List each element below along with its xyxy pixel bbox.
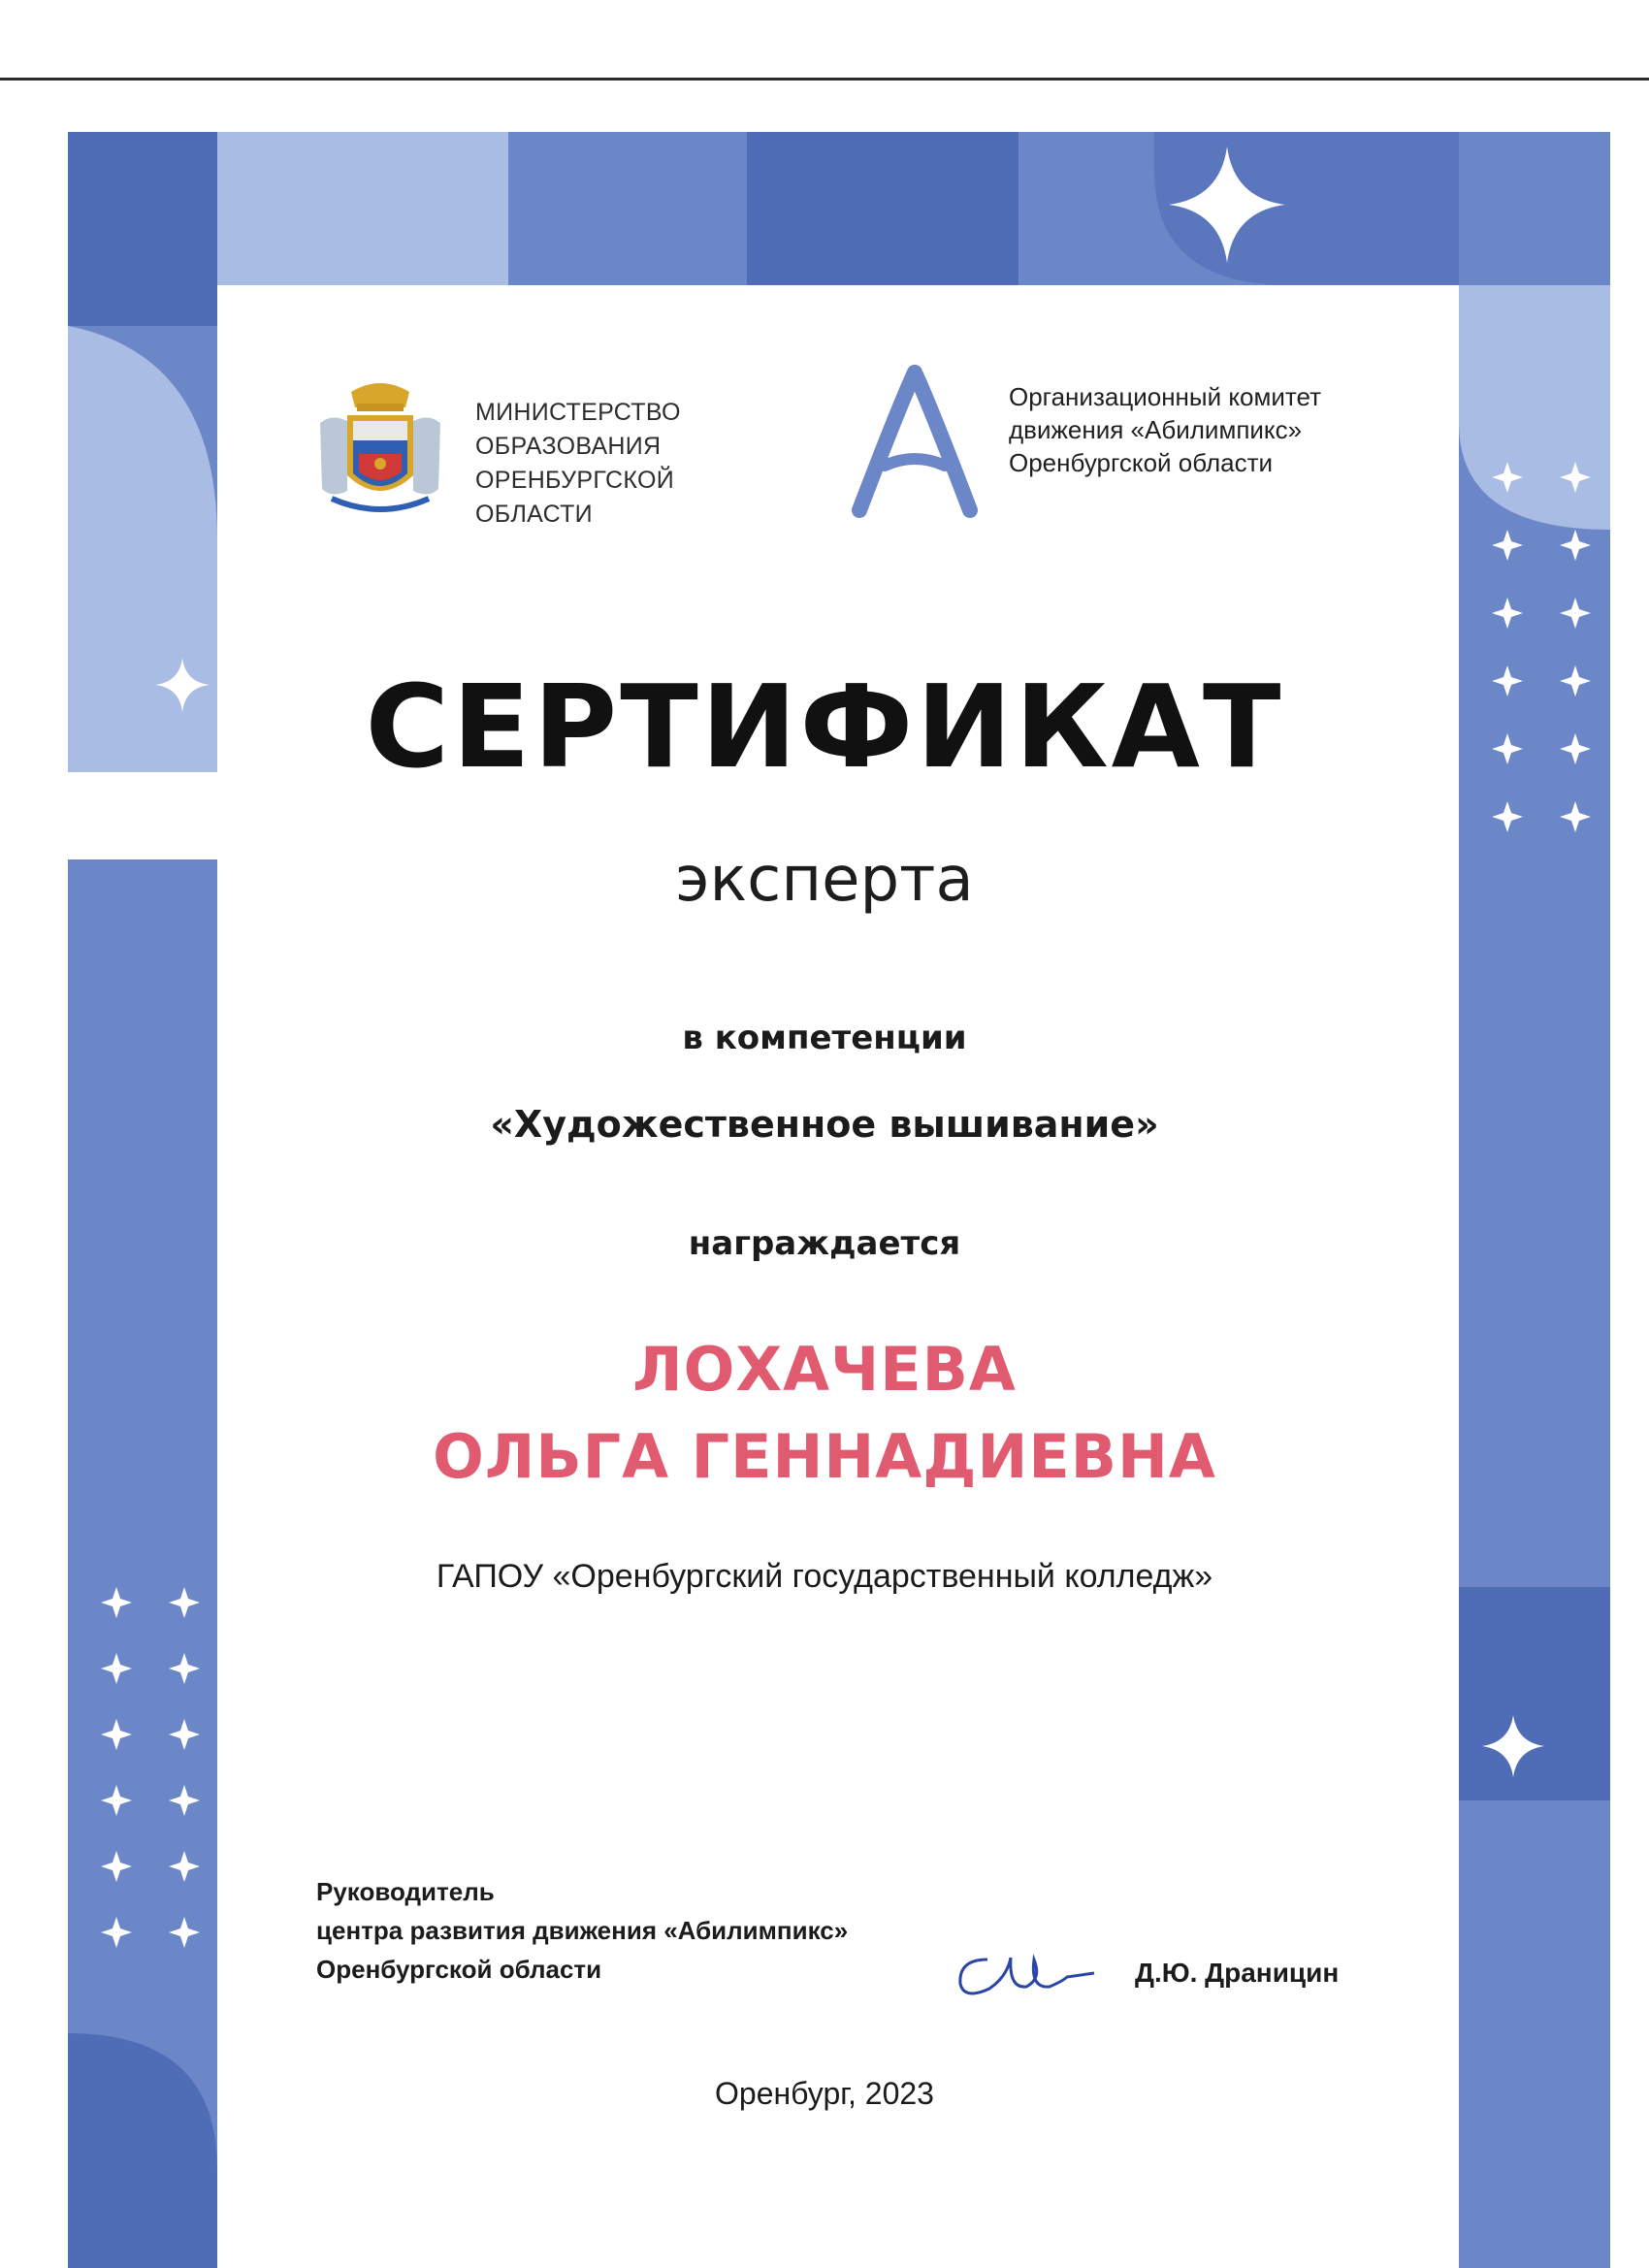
star-icon — [101, 1917, 132, 1948]
institution-name: ГАПОУ «Оренбургский государственный колледж» — [436, 1558, 1213, 1595]
competence-intro: в компетенции — [682, 1019, 967, 1057]
head-title: Руководитель центра развития движения «Абилимпикс» Оренбургской области — [316, 1877, 849, 1984]
ministry-name: МИНИСТЕРСТВО ОБРАЗОВАНИЯ ОРЕНБУРГСКОЙ ОБЛАСТИ — [475, 399, 681, 528]
competence-name: «Художественное вышивание» — [490, 1103, 1159, 1146]
star-icon — [1560, 462, 1591, 493]
sparkle-icon — [1164, 142, 1290, 268]
star-icon — [169, 1851, 200, 1882]
recipient-given-names: ОЛЬГА ГЕННАДИЕВНА — [433, 1421, 1216, 1492]
star-icon — [169, 1785, 200, 1816]
certificate-title: СЕРТИФИКАТ — [365, 660, 1284, 794]
signer-name: Д.Ю. Драницин — [1135, 1958, 1340, 1988]
star-icon — [101, 1851, 132, 1882]
star-icon — [101, 1785, 132, 1816]
star-icon — [101, 1719, 132, 1750]
frame-block — [68, 132, 217, 326]
star-icon — [169, 1917, 200, 1948]
organizing-committee: Организационный комитет движения «Абилимпикс» Оренбургской области — [1009, 382, 1321, 477]
abilympics-logo-icon — [842, 365, 987, 520]
sparkle-icon — [1480, 1713, 1546, 1779]
star-icon — [101, 1653, 132, 1684]
recipient-surname: ЛОХАЧЕВА — [632, 1334, 1017, 1405]
star-icon — [169, 1719, 200, 1750]
star-icon — [169, 1653, 200, 1684]
awarded-label: награждается — [688, 1224, 961, 1263]
city-year: Оренбург, 2023 — [715, 2076, 934, 2111]
star-icon — [1560, 530, 1591, 561]
star-icon — [1492, 530, 1523, 561]
frame-block — [217, 132, 508, 285]
star-icon — [1560, 598, 1591, 629]
certificate-subtitle: эксперта — [675, 844, 974, 916]
signature-icon — [949, 1930, 1104, 2008]
star-icon — [1560, 801, 1591, 832]
scan-edge-line — [0, 78, 1649, 81]
coat-of-arms-icon — [312, 374, 448, 520]
star-icon — [1492, 462, 1523, 493]
star-icon — [1492, 801, 1523, 832]
frame-block — [747, 132, 1018, 285]
star-icon — [1492, 598, 1523, 629]
star-grid-left — [78, 1587, 223, 2091]
